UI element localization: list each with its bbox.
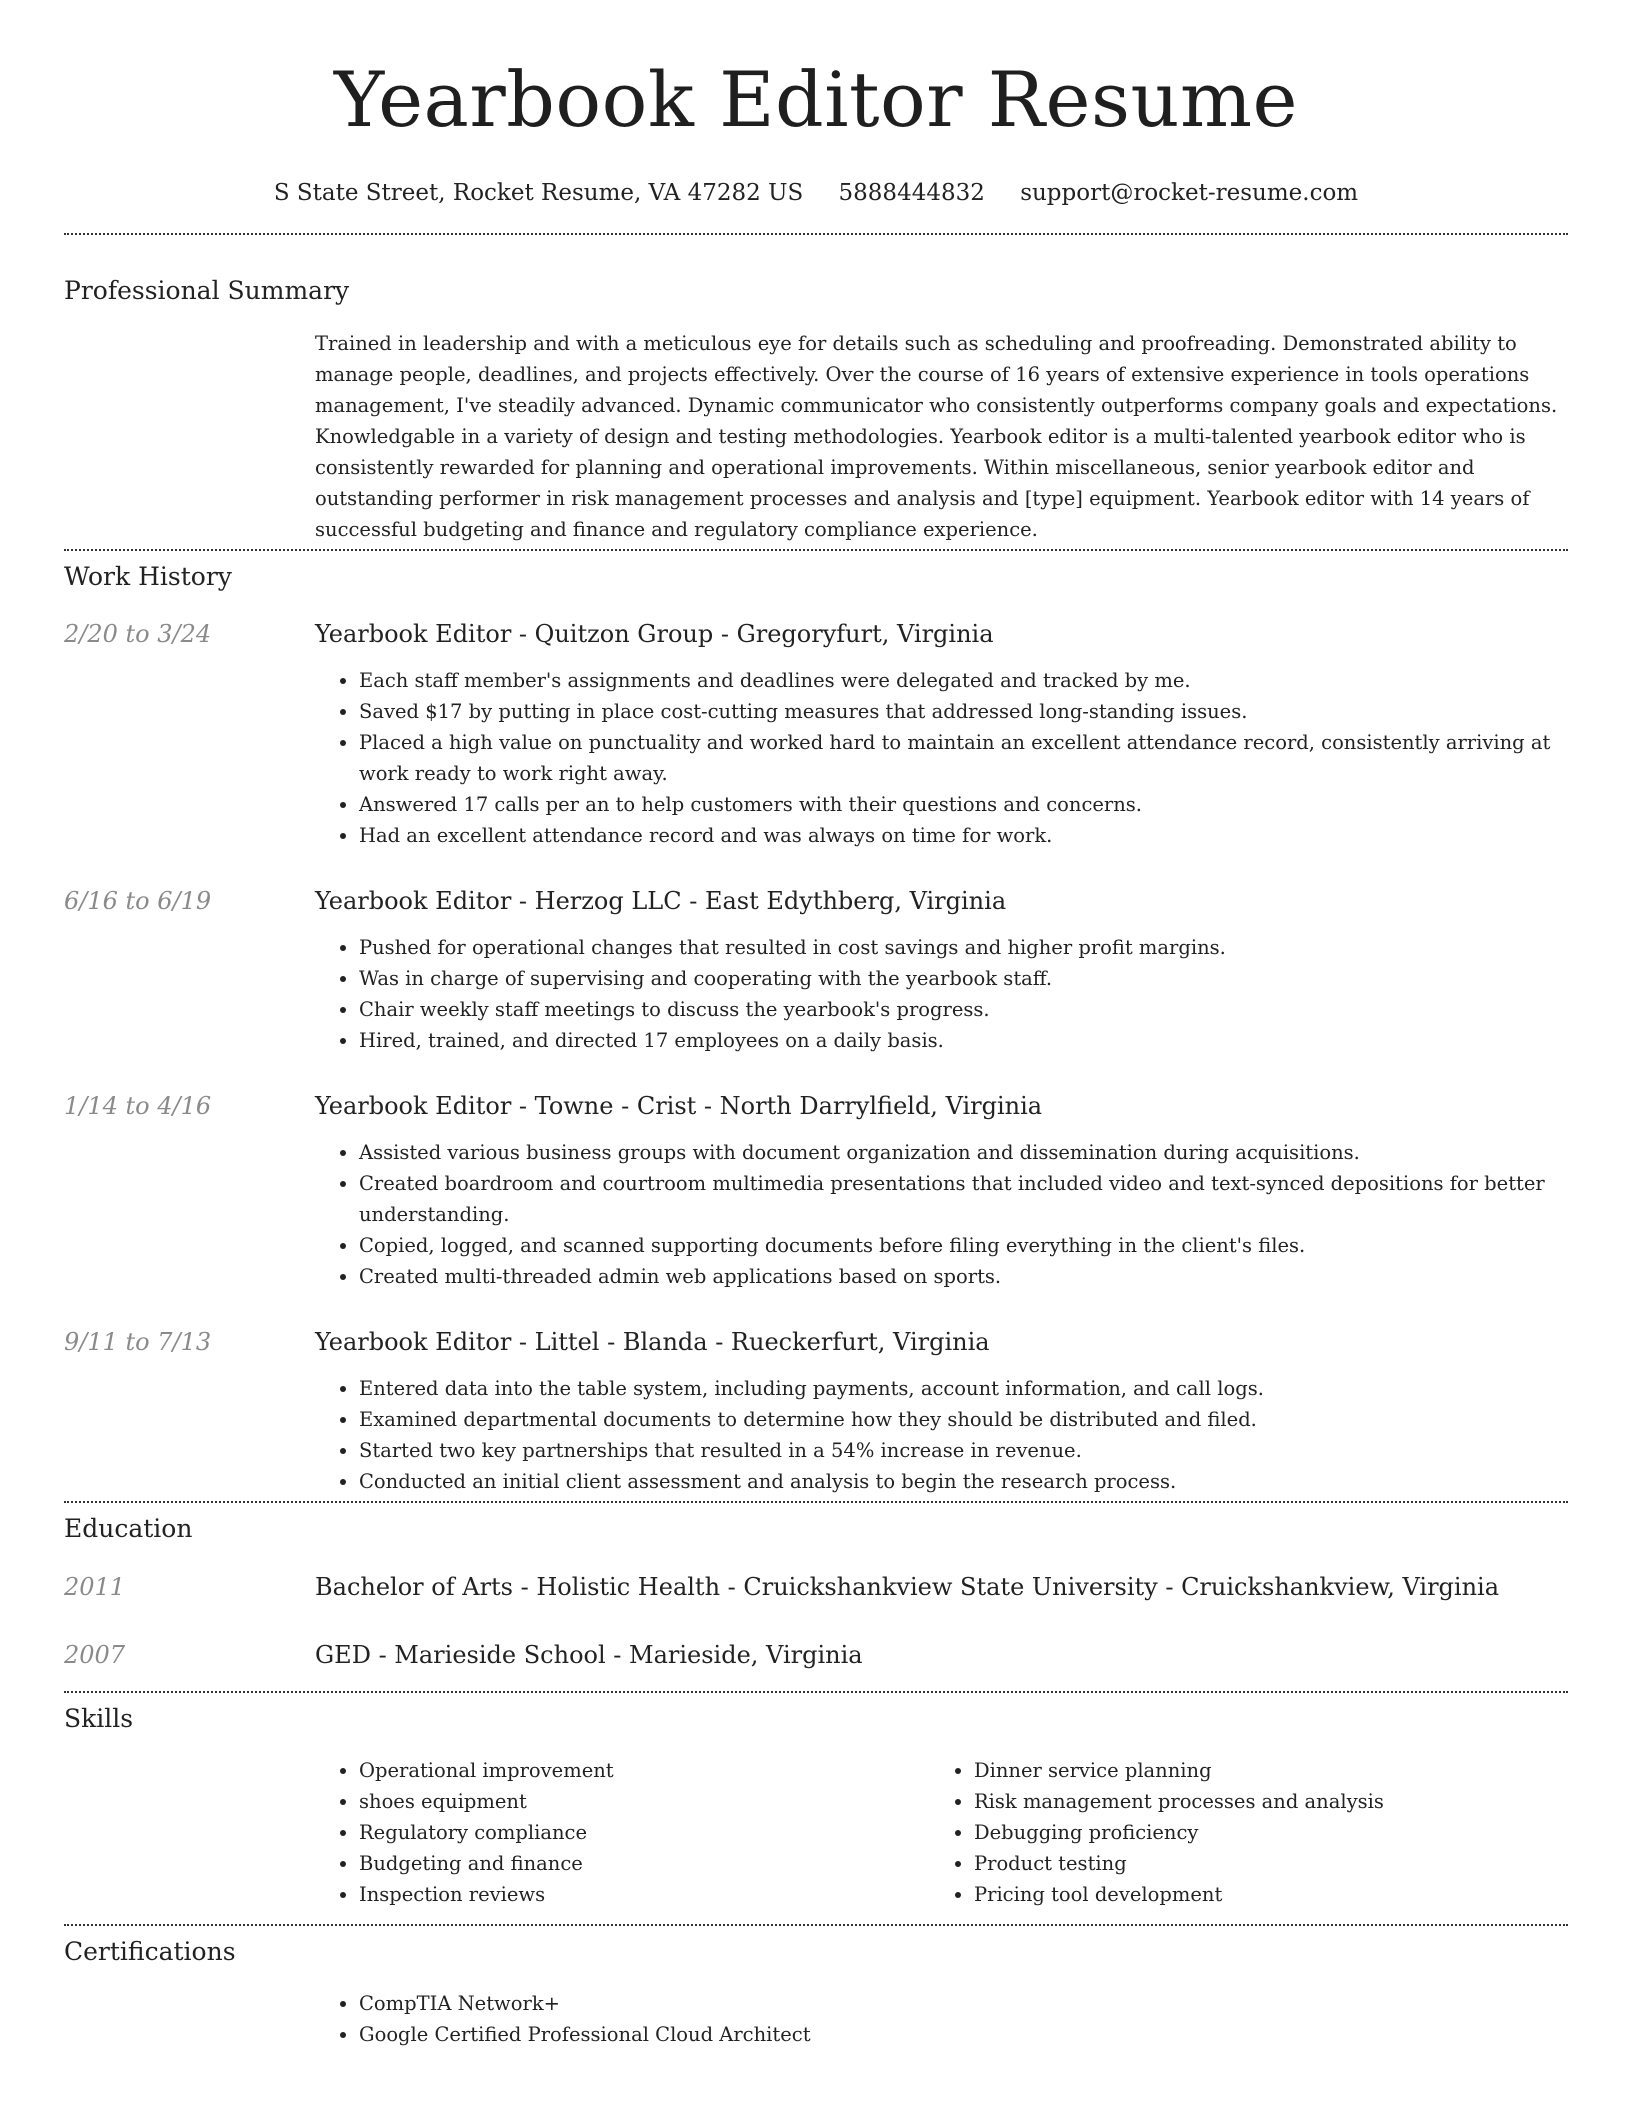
job-title: Yearbook Editor - Quitzon Group - Gregoryfurt, Virginia (315, 620, 994, 648)
list-item: • Hired, trained, and directed 17 employees on a daily basis. (359, 1025, 1568, 1056)
divider (64, 1924, 1568, 1926)
list-item: • Conducted an initial client assessment and analysis to begin the research process. (359, 1466, 1568, 1497)
list-item: • Each staff member's assignments and deadlines were delegated and tracked by me. (359, 665, 1568, 696)
list-item: • Was in charge of supervising and cooperating with the yearbook staff. (359, 963, 1568, 994)
skills-section (64, 1703, 1568, 1910)
list-item: • Budgeting and finance (359, 1848, 930, 1879)
education-year: 2011 (64, 1573, 126, 1601)
skills-grid (315, 1755, 1568, 1910)
list-item: • Pricing tool development (974, 1879, 1545, 1910)
list-item: • Regulatory compliance (359, 1817, 930, 1848)
summary-text: Trained in leadership and with a meticulous eye for details such as scheduling and proofreading. Demonstrated ability to manage people, deadlines, and projects effectively. Over the course of 16 years of extensive experience in tools operations management, I've steadily advanced. Dynamic communicator who consistently outperforms company goals and expectations. Knowledgable in a variety of design and testing methodologies. Yearbook editor is a multi-talented yearbook editor who is consistently rewarded for planning and operational improvements. Within miscellaneous, senior yearbook editor and outstanding performer in risk management processes and analysis and [type] equipment. Yearbook editor with 14 years of successful budgeting and finance and regulatory compliance experience. (315, 332, 1558, 541)
divider (64, 549, 1568, 551)
list-item: • Risk management processes and analysis (974, 1786, 1545, 1817)
job-bullets (315, 1137, 1568, 1292)
job-entry (64, 885, 1568, 1056)
list-item: • Copied, logged, and scanned supporting documents before filing everything in the client's files. (359, 1230, 1568, 1261)
job-bullets (315, 665, 1568, 851)
skills-list-right (930, 1755, 1545, 1910)
education-entry (64, 1571, 1568, 1603)
resume-title: Yearbook Editor Resume (334, 55, 1298, 144)
job-title: Yearbook Editor - Herzog LLC - East Edythberg, Virginia (315, 887, 1007, 915)
education-year: 2007 (64, 1641, 126, 1669)
divider (64, 1501, 1568, 1503)
job-dates: 9/11 to 7/13 (64, 1328, 212, 1356)
resume-page (64, 0, 1568, 2050)
list-item: • Created multi-threaded admin web applications based on sports. (359, 1261, 1568, 1292)
contact-email: support@rocket-resume.com (1020, 180, 1359, 206)
section-heading-certifications: Certifications (64, 1937, 236, 1966)
list-item: • Had an excellent attendance record and was always on time for work. (359, 820, 1568, 851)
list-item: • Google Certified Professional Cloud Architect (359, 2019, 1568, 2050)
education-text: GED - Marieside School - Marieside, Virginia (315, 1641, 863, 1669)
list-item: • Chair weekly staff meetings to discuss the yearbook's progress. (359, 994, 1568, 1025)
list-item: • shoes equipment (359, 1786, 930, 1817)
list-item: • Debugging proficiency (974, 1817, 1545, 1848)
list-item: • Operational improvement (359, 1755, 930, 1786)
job-dates: 2/20 to 3/24 (64, 620, 212, 648)
job-bullets (315, 1373, 1568, 1497)
list-item: • Created boardroom and courtroom multimedia presentations that included video and text-synced depositions for better understanding. (359, 1168, 1568, 1230)
certifications-list (315, 1988, 1568, 2050)
section-heading-work: Work History (64, 562, 232, 591)
job-dates: 6/16 to 6/19 (64, 887, 212, 915)
list-item: • Inspection reviews (359, 1879, 930, 1910)
job-entry (64, 1326, 1568, 1497)
job-title: Yearbook Editor - Towne - Crist - North Darrylfield, Virginia (315, 1092, 1043, 1120)
contact-address: S State Street, Rocket Resume, VA 47282 US (273, 180, 804, 206)
list-item: • Assisted various business groups with document organization and dissemination during acquisitions. (359, 1137, 1568, 1168)
certifications-section (64, 1936, 1568, 2050)
contact-line (64, 178, 1568, 208)
contact-phone: 5888444832 (838, 180, 985, 206)
list-item: • Pushed for operational changes that resulted in cost savings and higher profit margins. (359, 932, 1568, 963)
divider (64, 233, 1568, 235)
list-item: • Saved $17 by putting in place cost-cutting measures that addressed long-standing issues. (359, 696, 1568, 727)
work-history-section (64, 561, 1568, 1497)
education-entry (64, 1639, 1568, 1671)
list-item: • Answered 17 calls per an to help customers with their questions and concerns. (359, 789, 1568, 820)
list-item: • CompTIA Network+ (359, 1988, 1568, 2019)
job-title: Yearbook Editor - Littel - Blanda - Rueckerfurt, Virginia (315, 1328, 990, 1356)
divider (64, 1691, 1568, 1693)
summary-section (64, 275, 1568, 545)
section-heading-education: Education (64, 1514, 193, 1543)
skills-list-left (315, 1755, 930, 1910)
list-item: • Product testing (974, 1848, 1545, 1879)
section-heading-summary: Professional Summary (64, 276, 350, 305)
section-heading-skills: Skills (64, 1704, 134, 1733)
list-item: • Placed a high value on punctuality and worked hard to maintain an excellent attendance record, consistently arriving at work ready to work right away. (359, 727, 1568, 789)
education-text: Bachelor of Arts - Holistic Health - Cruickshankview State University - Cruickshankview, Virginia (315, 1573, 1500, 1601)
list-item: • Dinner service planning (974, 1755, 1545, 1786)
list-item: • Started two key partnerships that resulted in a 54% increase in revenue. (359, 1435, 1568, 1466)
job-bullets (315, 932, 1568, 1056)
job-dates: 1/14 to 4/16 (64, 1092, 212, 1120)
list-item: • Examined departmental documents to determine how they should be distributed and filed. (359, 1404, 1568, 1435)
job-entry (64, 1090, 1568, 1292)
list-item: • Entered data into the table system, including payments, account information, and call logs. (359, 1373, 1568, 1404)
job-entry (64, 618, 1568, 851)
education-section (64, 1513, 1568, 1671)
